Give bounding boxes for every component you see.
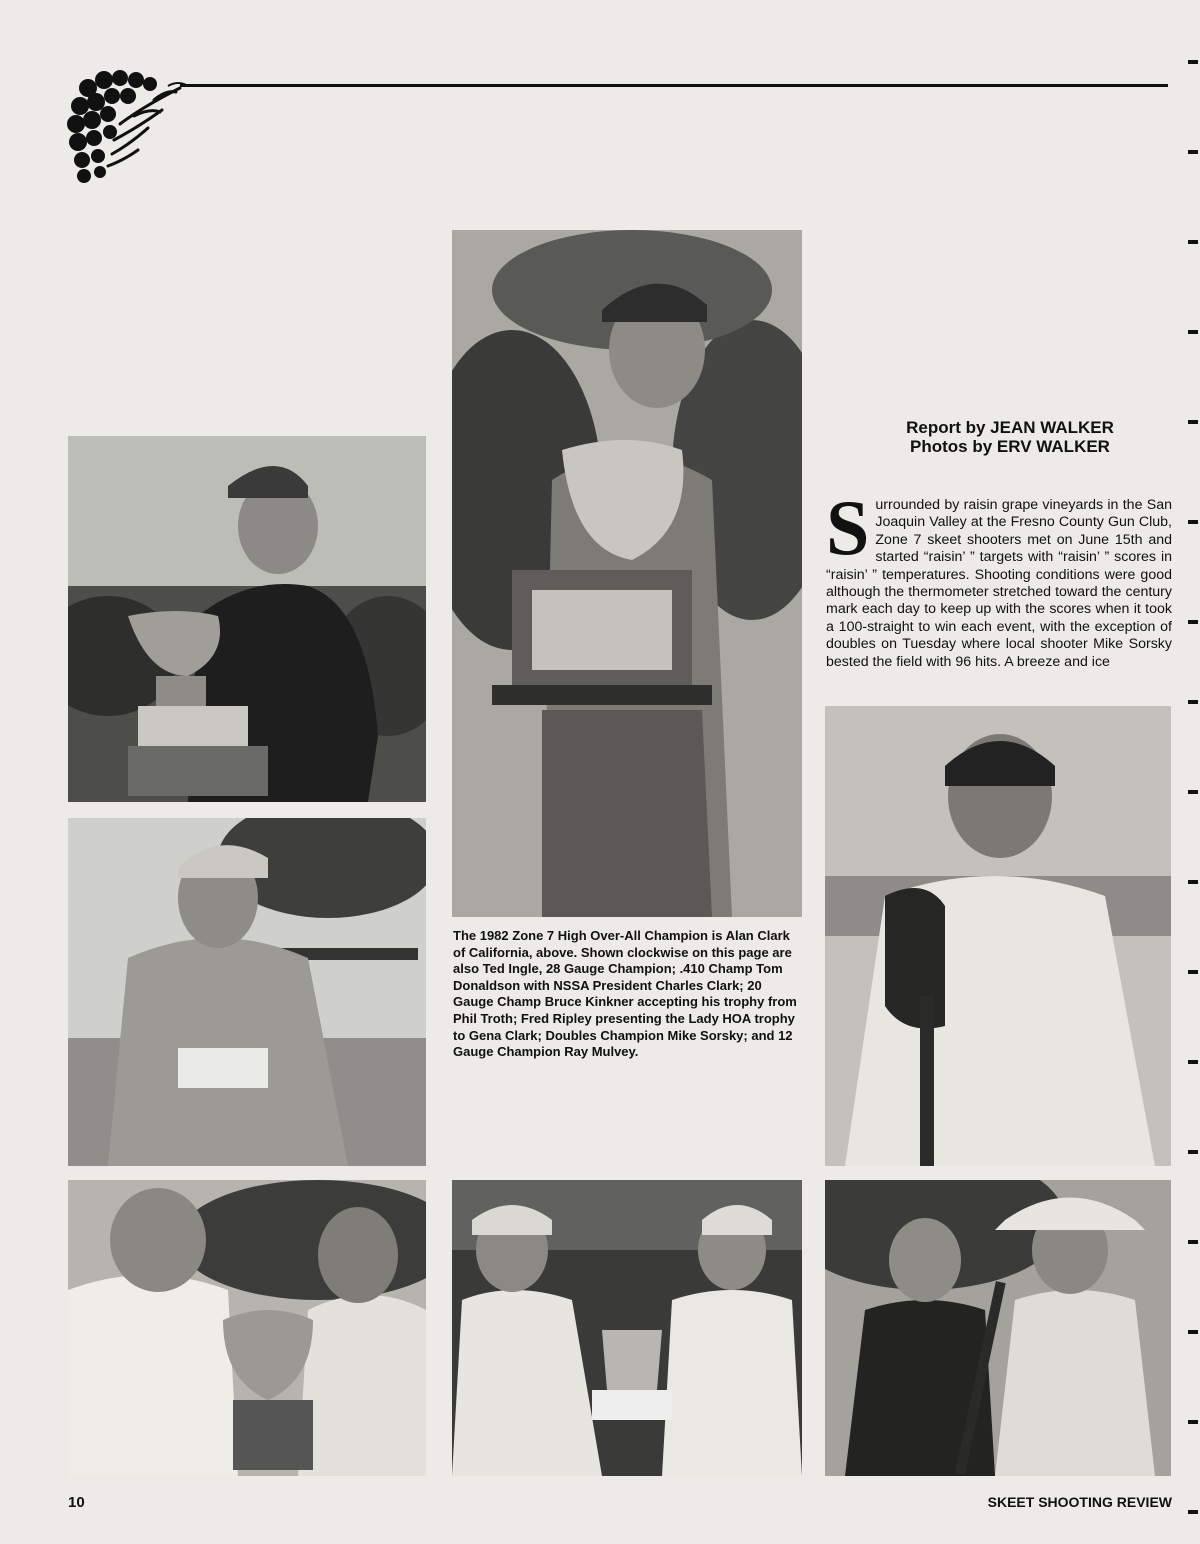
photo-ray-mulvey <box>825 1180 1171 1476</box>
photo-tom-donaldson <box>68 818 426 1166</box>
header-rule <box>180 84 1168 87</box>
grape-cluster-logo-icon <box>64 66 194 191</box>
drop-cap: S <box>826 484 870 571</box>
article-text: urrounded by raisin grape vineyards in the San Joaquin Valley at the Fresno County Gun Club, Zone 7 skeet shooters met on June 15th and started “raisin’ ” targets with “raisin’ ” scores in “raisin’ ” temperatures. Shooting conditions were good although the thermometer stretched toward the century mark each day to keep up with the scores when it took a 100-straight to win each event, with the exception of doubles on Tuesday where local shooter Mike Sorsky bested the field with 96 hits. A breeze and ice <box>826 497 1172 670</box>
report-credit: Report by JEAN WALKER <box>906 418 1114 437</box>
photo-mike-sorsky <box>825 706 1171 1166</box>
binding-edge-marks <box>1186 0 1200 1544</box>
photo-bruce-kinkner-phil-troth <box>452 1180 802 1476</box>
photo-ted-ingle-with-trophy <box>68 436 426 802</box>
article-body <box>826 484 1172 671</box>
photo-caption: The 1982 Zone 7 High Over-All Champion is Alan Clark of California, above. Shown clockwise on this page are also Ted Ingle, 28 Gauge Champion; .410 Champ Tom Donaldson with NSSA President Charles Clark; 20 Gauge Champ Bruce Kinkner accepting his trophy from Phil Troth; Fred Ripley presenting the Lady HOA trophy to Gena Clark; Doubles Champion Mike Sorsky; and 12 Gauge Champion Ray Mulvey. <box>453 928 797 1060</box>
photo-alan-clark-hoa-champion <box>452 230 802 917</box>
page-number: 10 <box>68 1494 85 1511</box>
photo-credit: Photos by ERV WALKER <box>910 437 1110 456</box>
byline <box>840 418 1180 456</box>
publication-name: SKEET SHOOTING REVIEW <box>987 1494 1172 1510</box>
photo-fred-ripley-gena-clark <box>68 1180 426 1476</box>
